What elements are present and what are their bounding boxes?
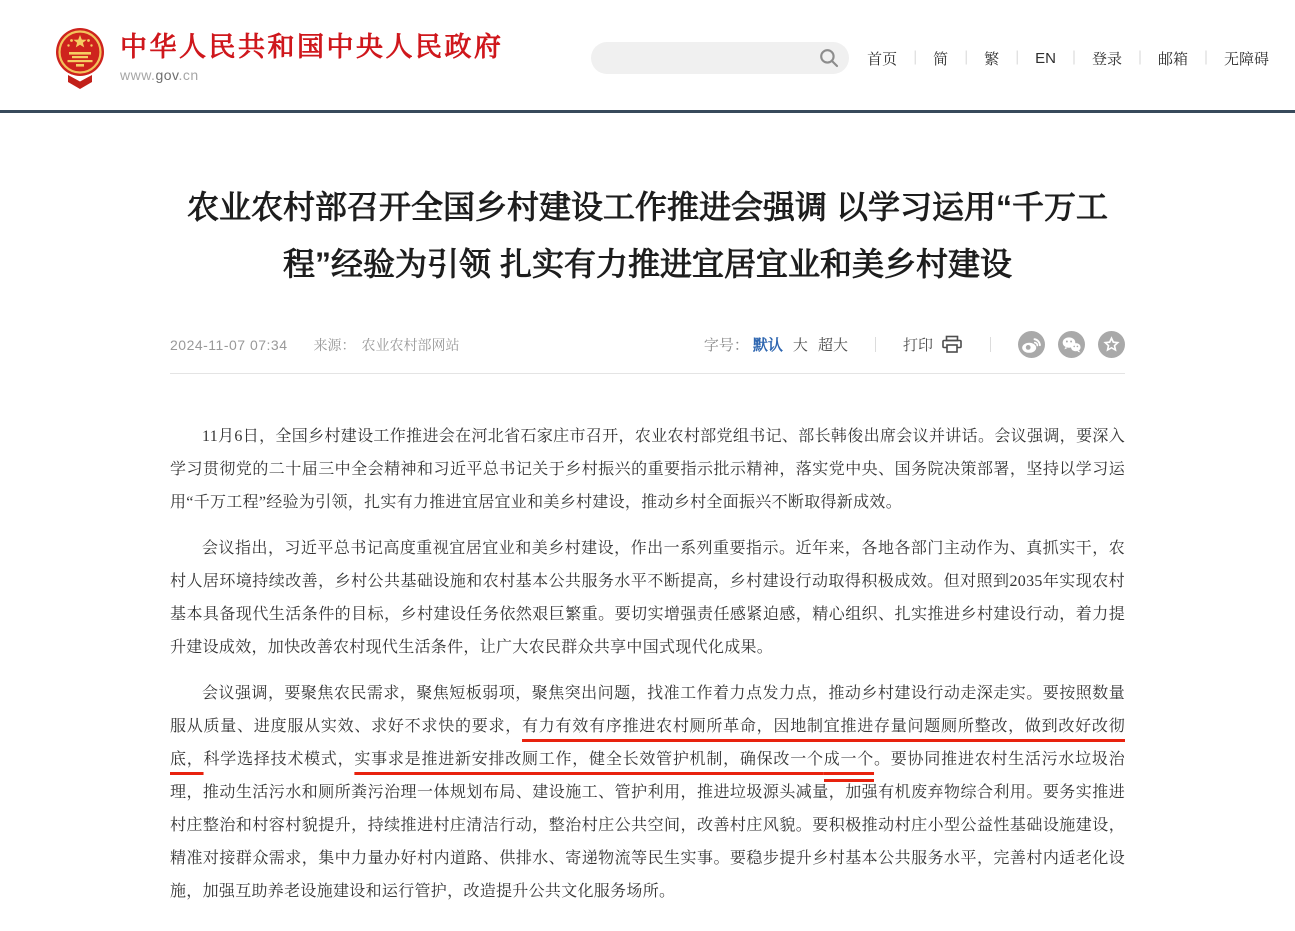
nav-separator: ｜ [908, 50, 923, 66]
font-size-xlarge-button[interactable]: 超大 [817, 337, 848, 354]
font-size-large-button[interactable]: 大 [792, 337, 808, 354]
top-navigation [865, 48, 1271, 69]
nav-item-accessibility[interactable]: 无障碍 [1223, 50, 1269, 68]
weibo-icon [1018, 331, 1045, 358]
print-label: 打印 [902, 337, 933, 354]
article-container [170, 179, 1125, 931]
search-icon[interactable] [819, 48, 839, 73]
toolbar-separator: ｜ [867, 337, 883, 354]
weibo-share-button[interactable] [1018, 331, 1045, 358]
site-title: 中华人民共和国中央人民政府 [120, 32, 504, 62]
publish-date: 2024-11-07 07:34 [170, 336, 288, 353]
star-icon [1098, 331, 1125, 358]
share-icons-group [1018, 331, 1125, 358]
site-logo[interactable] [54, 26, 504, 95]
nav-item-home[interactable]: 首页 [867, 50, 898, 68]
nav-item-login[interactable]: 登录 [1091, 50, 1122, 68]
search-box [591, 42, 849, 74]
nav-separator: ｜ [1010, 50, 1025, 66]
font-size-default-button[interactable]: 默认 [752, 337, 783, 354]
nav-item-english[interactable]: EN [1035, 49, 1056, 67]
article-meta-row [170, 331, 1125, 374]
nav-separator: ｜ [959, 50, 974, 66]
nav-item-simplified[interactable]: 简 [933, 50, 949, 68]
red-underline-segment: 实事求是推进新安排改厕工作，健全长效管护机制，确保改一个 [354, 751, 824, 768]
source-label: 来源： [313, 336, 356, 353]
wechat-icon [1058, 331, 1085, 358]
site-header [0, 0, 1295, 113]
nav-item-traditional[interactable]: 繁 [984, 50, 1000, 68]
source-name: 农业农村部网站 [361, 336, 460, 353]
article-title: 农业农村部召开全国乡村建设工作推进会强调 以学习运用“千万工程”经验为引领 扎实有力推进宜居宜业和美乡村建设 [187, 189, 1108, 282]
favorite-button[interactable] [1098, 331, 1125, 358]
national-emblem-icon [54, 26, 106, 95]
red-double-underline-segment: 成一个 [824, 751, 874, 782]
print-button[interactable] [903, 334, 963, 355]
article-source [314, 335, 460, 355]
nav-separator: ｜ [1198, 50, 1213, 66]
printer-icon [941, 335, 963, 354]
site-url: www.gov.cn [120, 67, 199, 83]
paragraph-3: 会议强调，要聚焦农民需求，聚焦短板弱项，聚焦突出问题，找准工作着力点发力点，推动乡村建设行动走深走实。要按照数量服从质量、进度服从实效、求好不求快的要求，有力有效有序推进农村厕所革命，因地制宜推进存量问题厕所整改，做到改好改彻底，科学选择技术模式，实事求是推进新安排改厕工作，健全长效管护机制，确保改一个成一个。要协同推进农村生活污水垃圾治理，推动生活污水和厕所粪污治理一体规划布局、建设施工、管护利用，推进垃圾源头减量，加强有机废弃物综合利用。要务实推进村庄整治和村容村貌提升，持续推进村庄清洁行动，整治村庄公共空间，改善村庄风貌。要积极推动村庄小型公益性基础设施建设，精准对接群众需求，集中力量办好村内道路、供排水、寄递物流等民生实事。要稳步提升乡村基本公共服务水平，完善村内适老化设施，加强互助养老设施建设和运行管护，改造提升公共文化服务场所。 [170, 685, 1125, 900]
red-underline-segment: 有力有效有序推进农村厕所革命，因地制宜推进存量问题厕所整改，做到改好改彻底， [170, 718, 1125, 768]
paragraph-2: 会议指出，习近平总书记高度重视宜居宜业和美乡村建设，作出一系列重要指示。近年来，各地各部门主动作为、真抓实干，农村人居环境持续改善，乡村公共基础设施和农村基本公共服务水平不断提高，乡村建设行动取得积极成效。但对照到2035年实现农村基本具备现代生活条件的目标，乡村建设任务依然艰巨繁重。要切实增强责任感紧迫感，精心组织、扎实推进乡村建设行动，着力提升建设成效，加快改善农村现代生活条件，让广大农民群众共享中国式现代化成果。 [170, 540, 1125, 656]
nav-separator: ｜ [1066, 50, 1081, 66]
wechat-share-button[interactable] [1058, 331, 1085, 358]
font-size-label: 字号： [703, 337, 749, 354]
article-toolbar [704, 331, 1125, 358]
toolbar-separator: ｜ [982, 337, 998, 354]
paragraph-1: 11月6日，全国乡村建设工作推进会在河北省石家庄市召开，农业农村部党组书记、部长韩俊出席会议并讲话。会议强调，要深入学习贯彻党的二十届三中全会精神和习近平总书记关于乡村振兴的重要指示批示精神，落实党中央、国务院决策部署，坚持以学习运用“千万工程”经验为引领，扎实有力推进宜居宜业和美乡村建设，推动乡村全面振兴不断取得新成效。 [170, 428, 1125, 511]
article-body [170, 374, 1125, 931]
nav-separator: ｜ [1132, 50, 1147, 66]
search-input[interactable] [607, 42, 811, 76]
nav-item-mailbox[interactable]: 邮箱 [1157, 50, 1188, 68]
